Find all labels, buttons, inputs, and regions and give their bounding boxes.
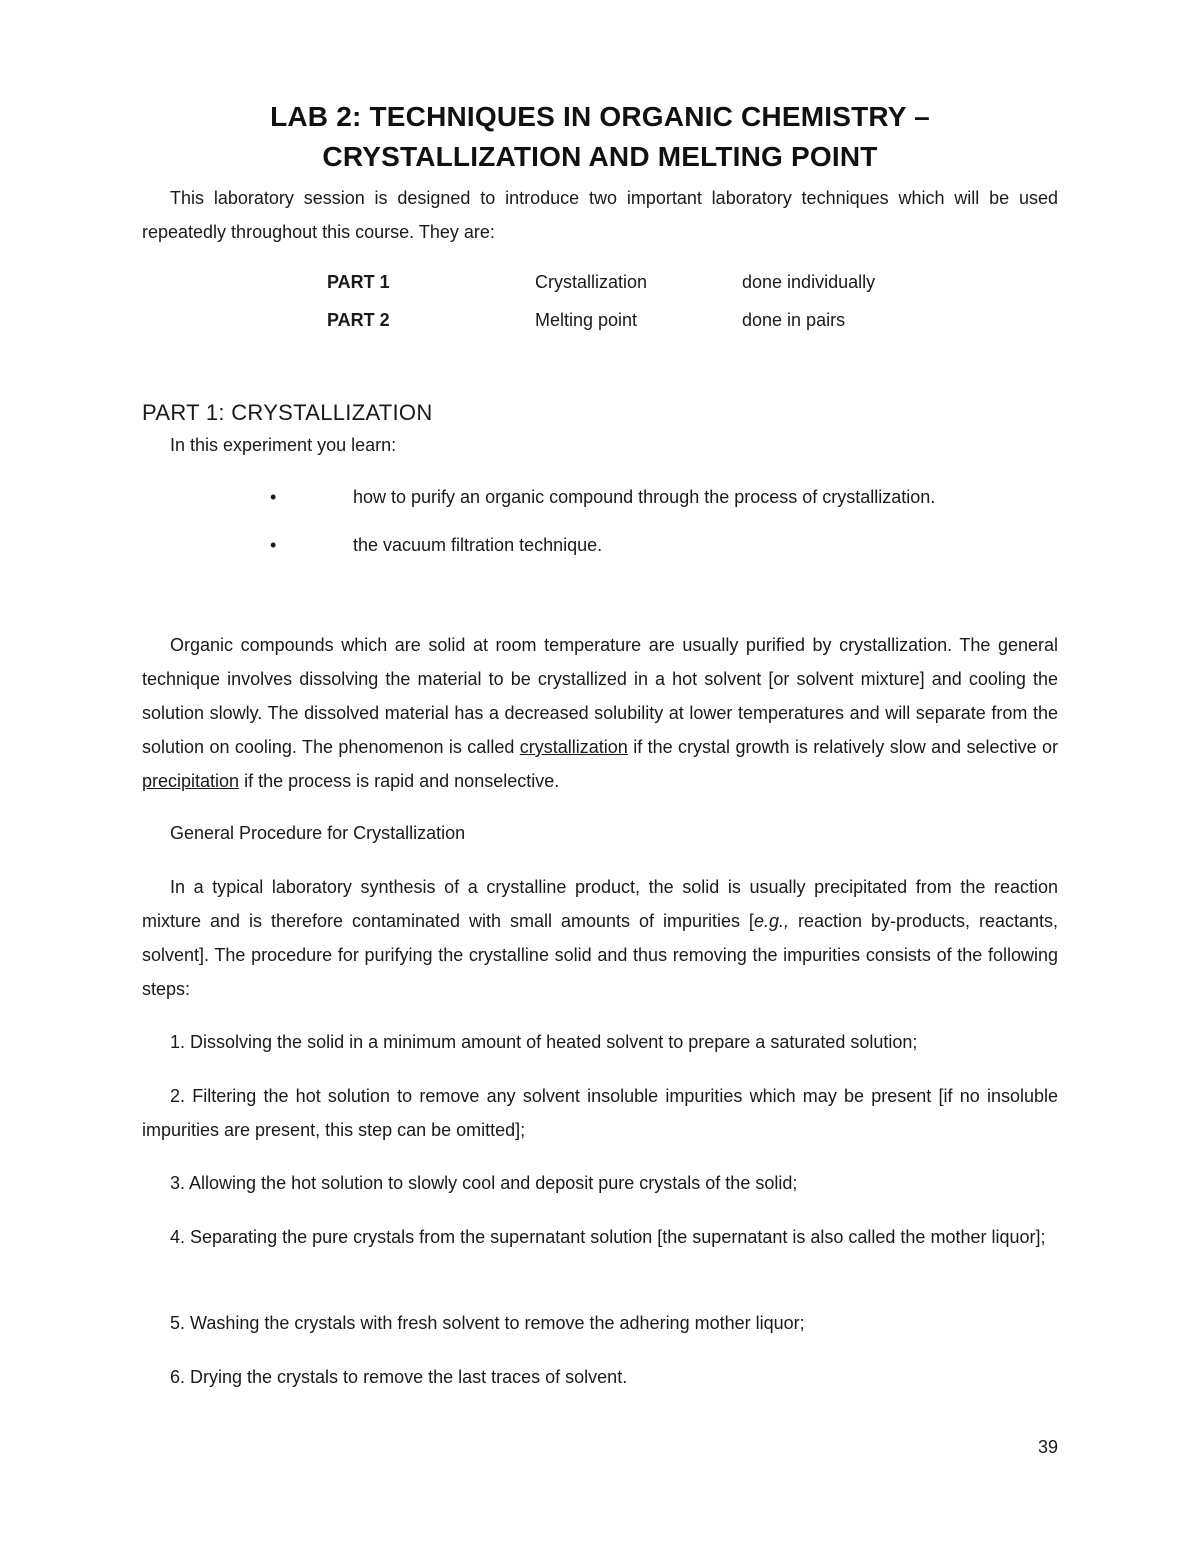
synthesis-text: reaction by-products, reactants, solvent]. The procedure for purifying the crystalline solid and thus removing the impurities consists of the following steps: (142, 911, 1058, 999)
part-technique: Melting point (535, 310, 638, 330)
procedure-heading: General Procedure for Crystallization (170, 823, 466, 843)
bullet-text: the vacuum filtration technique. (353, 535, 603, 555)
step-item: 1. Dissolving the solid in a minimum amount of heated solvent to prepare a saturated solution; (170, 1032, 918, 1052)
step-item: 4. Separating the pure crystals from the supernatant solution [the supernatant is also called the mother liquor]; (170, 1227, 1046, 1247)
term-crystallization: crystallization (519, 737, 628, 757)
part-mode: done in pairs (742, 310, 846, 330)
part-mode: done individually (742, 272, 876, 292)
intro-paragraph: This laboratory session is designed to introduce two important laboratory techniques which will be used repeatedly throughout this course. They are: (142, 188, 1058, 242)
section-heading: PART 1: CRYSTALLIZATION (142, 400, 433, 425)
parts-row (327, 272, 927, 296)
organic-text: if the crystal growth is relatively slow and selective or (627, 737, 1058, 757)
organic-paragraph (142, 628, 1058, 798)
step-item: 5. Washing the crystals with fresh solvent to remove the adhering mother liquor; (170, 1313, 805, 1333)
eg-abbrev: e.g., (753, 911, 789, 931)
page-number: 39 (1037, 1437, 1058, 1457)
bullet-icon: • (270, 535, 277, 555)
organic-text: if the process is rapid and nonselective. (239, 771, 560, 791)
part-technique: Crystallization (535, 272, 648, 292)
step-item: 2. Filtering the hot solution to remove any solvent insoluble impurities which may be present [if no insoluble impurities are present, this step can be omitted]; (142, 1086, 1058, 1140)
page-title-line-1: LAB 2: TECHNIQUES IN ORGANIC CHEMISTRY – (270, 101, 930, 132)
step-item: 3. Allowing the hot solution to slowly cool and deposit pure crystals of the solid; (170, 1173, 798, 1193)
page-title-line-2: CRYSTALLIZATION AND MELTING POINT (322, 141, 878, 172)
step-item: 6. Drying the crystals to remove the last traces of solvent. (170, 1367, 628, 1387)
part-label: PART 2 (327, 310, 390, 330)
term-precipitation: precipitation (142, 771, 240, 791)
learn-intro: In this experiment you learn: (170, 435, 397, 455)
parts-row (327, 310, 927, 334)
synthesis-paragraph (142, 870, 1058, 1006)
synthesis-text: In a typical laboratory synthesis of a crystalline product, the solid is usually precipitated from the reaction mixture and is therefore contaminated with small amounts of impurities [ (142, 877, 1058, 931)
organic-text: Organic compounds which are solid at room temperature are usually purified by crystallization. The general technique involves dissolving the material to be crystallized in a hot solvent [or solvent mixture] and cooling the solution slowly. The dissolved material has a decreased solubility at lower temperatures and will separate from the solution on cooling. The phenomenon is called (142, 635, 1058, 757)
bullet-icon: • (270, 487, 277, 507)
bullet-text: how to purify an organic compound through the process of crystallization. (353, 487, 936, 507)
part-label: PART 1 (327, 272, 390, 292)
